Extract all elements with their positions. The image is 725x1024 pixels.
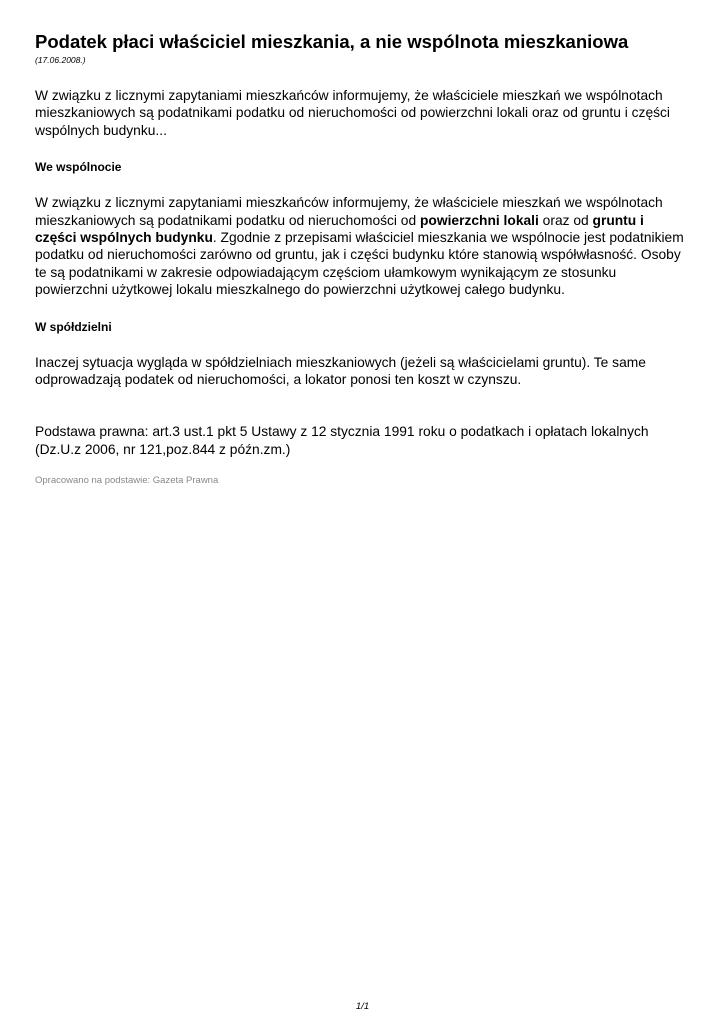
document-page xyxy=(35,30,685,487)
page-number: 1/1 xyxy=(355,1001,370,1012)
community-bold-land: gruntu i części wspólnych budynku xyxy=(35,212,644,246)
section-heading-cooperative: W spółdzielni xyxy=(35,319,112,334)
community-paragraph xyxy=(35,194,685,298)
document-title: Podatek płaci właściciel mieszkania, a nie wspólnota mieszkaniowa xyxy=(35,31,629,52)
section-heading-community: We wspólnocie xyxy=(35,160,122,175)
cooperative-paragraph: Inaczej sytuacja wygląda w spółdzielniach mieszkaniowych (jeżeli są właścicielami gruntu). Te same odprowadzają podatek od nieruchomości, a lokator ponosi ten koszt w czynszu. xyxy=(35,354,646,388)
source-note: Opracowano na podstawie: Gazeta Prawna xyxy=(35,475,219,487)
community-bold-premises: powierzchni lokali xyxy=(420,212,539,228)
document-date: (17.06.2008.) xyxy=(35,55,86,65)
community-text-part3: . Zgodnie z przepisami właściciel mieszkania we wspólnocie jest podatnikiem podatku od nieruchomości zarówno od gruntu, jak i części budynku które stanowią współwłasność. Osoby te są podatnikami w zakresie odpowiadającym częściom ułamkowym wynikającym ze stosunku powierzchni użytkowej lokalu mieszkalnego do powierzchni użytkowej całego budynku. xyxy=(35,230,684,298)
community-text-part1: W związku z licznymi zapytaniami mieszkańców informujemy, że właściciele mieszkań we wspólnotach mieszkaniowych są podatnikami podatku od nieruchomości od xyxy=(35,195,663,228)
legal-basis: Podstawa prawna: art.3 ust.1 pkt 5 Ustawy z 12 stycznia 1991 roku o podatkach i opłatach lokalnych (Dz.U.z 2006, nr 121,poz.844 z późn.zm.) xyxy=(35,424,649,457)
community-text-part2: oraz od xyxy=(538,212,593,228)
intro-paragraph: W związku z licznymi zapytaniami mieszkańców informujemy, że właściciele mieszkań we wspólnotach mieszkaniowych są podatnikami podatku od nieruchomości od powierzchni lokali oraz od gruntu i części wspólnych budynku... xyxy=(35,88,670,138)
